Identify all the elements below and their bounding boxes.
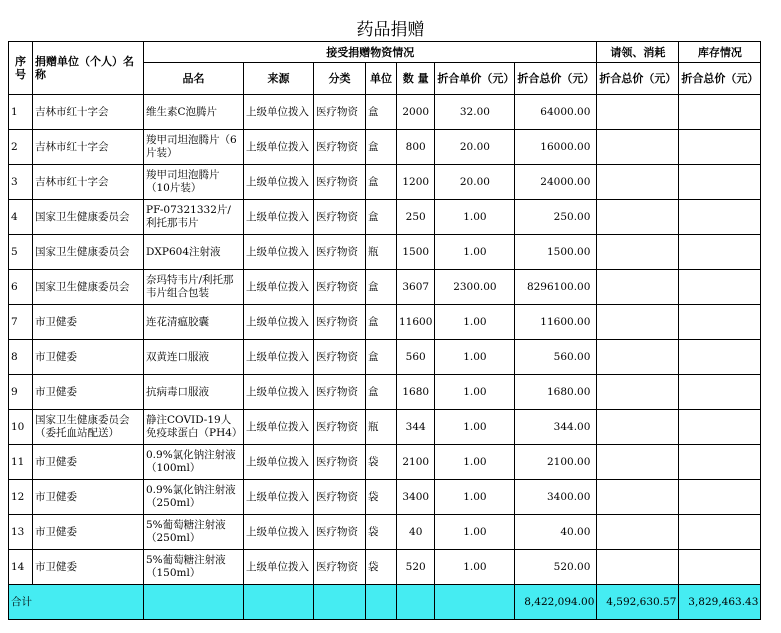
cell-unit: 盒	[366, 165, 397, 200]
cell-stock	[679, 480, 761, 515]
cell-qty: 40	[397, 515, 435, 550]
cell-total: 2100.00	[515, 445, 597, 480]
table-row	[9, 410, 761, 445]
cell-seq: 2	[9, 130, 33, 165]
cell-source: 上级单位拨入	[244, 515, 314, 550]
cell-donor: 市卫健委	[33, 305, 144, 340]
cell-name: 0.9%氯化钠注射液（100ml）	[144, 445, 244, 480]
cell-unit: 盒	[366, 305, 397, 340]
cell-name: PF-07321332片/利托那韦片	[144, 200, 244, 235]
header-unit: 单位	[366, 63, 397, 95]
cell-donor: 吉林市红十字会	[33, 95, 144, 130]
cell-qty: 800	[397, 130, 435, 165]
cell-source: 上级单位拨入	[244, 270, 314, 305]
cell-total: 1680.00	[515, 375, 597, 410]
cell-unit: 盒	[366, 95, 397, 130]
cell-qty: 560	[397, 340, 435, 375]
cell-total: 16000.00	[515, 130, 597, 165]
total-sum: 8,422,094.00	[515, 585, 597, 620]
total-empty-cell	[366, 585, 397, 620]
table-row	[9, 165, 761, 200]
table-row	[9, 445, 761, 480]
cell-total: 3400.00	[515, 480, 597, 515]
cell-unit: 盒	[366, 375, 397, 410]
cell-category: 医疗物资	[314, 95, 366, 130]
table-row	[9, 550, 761, 585]
cell-qty: 1200	[397, 165, 435, 200]
table-row	[9, 480, 761, 515]
cell-qty: 2000	[397, 95, 435, 130]
cell-category: 医疗物资	[314, 410, 366, 445]
cell-total: 8296100.00	[515, 270, 597, 305]
cell-seq: 9	[9, 375, 33, 410]
cell-donor: 市卫健委	[33, 340, 144, 375]
total-empty-cell	[244, 585, 314, 620]
cell-unit: 盒	[366, 130, 397, 165]
cell-category: 医疗物资	[314, 515, 366, 550]
cell-price: 1.00	[435, 375, 515, 410]
cell-category: 医疗物资	[314, 445, 366, 480]
total-empty-cell	[435, 585, 515, 620]
cell-price: 20.00	[435, 130, 515, 165]
cell-name: DXP604注射液	[144, 235, 244, 270]
cell-total: 1500.00	[515, 235, 597, 270]
cell-price: 32.00	[435, 95, 515, 130]
cell-name: 5%葡萄糖注射液（150ml）	[144, 550, 244, 585]
cell-qty: 11600	[397, 305, 435, 340]
cell-source: 上级单位拨入	[244, 165, 314, 200]
cell-source: 上级单位拨入	[244, 480, 314, 515]
page-title: 药品捐赠	[356, 20, 425, 40]
cell-stock	[679, 270, 761, 305]
cell-name: 静注COVID-19人免疫球蛋白（PH4）	[144, 410, 244, 445]
table-row	[9, 515, 761, 550]
total-empty-cell	[144, 585, 244, 620]
cell-qty: 3400	[397, 480, 435, 515]
cell-seq: 5	[9, 235, 33, 270]
cell-donor: 市卫健委	[33, 375, 144, 410]
cell-name: 连花清瘟胶囊	[144, 305, 244, 340]
cell-unit: 盒	[366, 270, 397, 305]
cell-donor: 吉林市红十字会	[33, 165, 144, 200]
total-label: 合计	[9, 585, 144, 620]
cell-category: 医疗物资	[314, 235, 366, 270]
cell-stock	[679, 515, 761, 550]
table-row	[9, 375, 761, 410]
cell-consumed	[597, 235, 679, 270]
cell-donor: 市卫健委	[33, 515, 144, 550]
cell-unit: 袋	[366, 445, 397, 480]
cell-total: 40.00	[515, 515, 597, 550]
cell-consumed	[597, 445, 679, 480]
header-category: 分类	[314, 63, 366, 95]
cell-seq: 3	[9, 165, 33, 200]
cell-stock	[679, 95, 761, 130]
cell-name: 5%葡萄糖注射液（250ml）	[144, 515, 244, 550]
cell-source: 上级单位拨入	[244, 375, 314, 410]
cell-name: 羧甲司坦泡腾片（6片装）	[144, 130, 244, 165]
header-received-group: 接受捐赠物资情况	[144, 42, 597, 63]
cell-donor: 国家卫生健康委员会	[33, 270, 144, 305]
cell-total: 344.00	[515, 410, 597, 445]
donation-table	[8, 41, 761, 620]
cell-name: 羧甲司坦泡腾片（10片装）	[144, 165, 244, 200]
table-row	[9, 130, 761, 165]
header-total-price: 折合总价（元）	[515, 63, 597, 95]
cell-consumed	[597, 515, 679, 550]
header-unit-price: 折合单价（元）	[435, 63, 515, 95]
cell-unit: 袋	[366, 515, 397, 550]
cell-source: 上级单位拨入	[244, 235, 314, 270]
cell-name: 双黄连口服液	[144, 340, 244, 375]
cell-price: 1.00	[435, 550, 515, 585]
header-seq: 序号	[9, 42, 33, 95]
cell-qty: 1500	[397, 235, 435, 270]
cell-stock	[679, 410, 761, 445]
cell-price: 1.00	[435, 515, 515, 550]
cell-consumed	[597, 270, 679, 305]
cell-consumed	[597, 95, 679, 130]
cell-category: 医疗物资	[314, 480, 366, 515]
cell-donor: 市卫健委	[33, 550, 144, 585]
cell-category: 医疗物资	[314, 130, 366, 165]
cell-source: 上级单位拨入	[244, 550, 314, 585]
cell-price: 1.00	[435, 235, 515, 270]
cell-source: 上级单位拨入	[244, 95, 314, 130]
cell-category: 医疗物资	[314, 200, 366, 235]
cell-consumed	[597, 550, 679, 585]
cell-category: 医疗物资	[314, 375, 366, 410]
table-row	[9, 200, 761, 235]
cell-donor: 国家卫生健康委员会（委托血站配送）	[33, 410, 144, 445]
cell-seq: 8	[9, 340, 33, 375]
cell-total: 24000.00	[515, 165, 597, 200]
cell-stock	[679, 200, 761, 235]
header-quantity: 数 量	[397, 63, 435, 95]
cell-donor: 国家卫生健康委员会	[33, 200, 144, 235]
cell-stock	[679, 550, 761, 585]
cell-unit: 瓶	[366, 235, 397, 270]
cell-consumed	[597, 480, 679, 515]
table-row	[9, 235, 761, 270]
cell-stock	[679, 340, 761, 375]
cell-seq: 14	[9, 550, 33, 585]
header-stock-total: 折合总价（元）	[679, 63, 761, 95]
cell-qty: 1680	[397, 375, 435, 410]
total-empty-cell	[397, 585, 435, 620]
cell-total: 520.00	[515, 550, 597, 585]
cell-category: 医疗物资	[314, 550, 366, 585]
cell-name: 抗病毒口服液	[144, 375, 244, 410]
cell-price: 1.00	[435, 200, 515, 235]
cell-qty: 344	[397, 410, 435, 445]
cell-unit: 盒	[366, 200, 397, 235]
cell-name: 维生素C泡腾片	[144, 95, 244, 130]
cell-consumed	[597, 200, 679, 235]
cell-stock	[679, 305, 761, 340]
cell-qty: 520	[397, 550, 435, 585]
cell-stock	[679, 445, 761, 480]
cell-seq: 7	[9, 305, 33, 340]
cell-seq: 1	[9, 95, 33, 130]
total-stock: 3,829,463.43	[679, 585, 761, 620]
cell-price: 1.00	[435, 445, 515, 480]
cell-unit: 盒	[366, 340, 397, 375]
cell-price: 1.00	[435, 480, 515, 515]
cell-stock	[679, 235, 761, 270]
cell-consumed	[597, 305, 679, 340]
header-name: 品名	[144, 63, 244, 95]
cell-donor: 市卫健委	[33, 480, 144, 515]
cell-total: 560.00	[515, 340, 597, 375]
total-empty-cell	[314, 585, 366, 620]
cell-stock	[679, 375, 761, 410]
cell-consumed	[597, 340, 679, 375]
cell-category: 医疗物资	[314, 305, 366, 340]
cell-price: 1.00	[435, 305, 515, 340]
cell-seq: 12	[9, 480, 33, 515]
cell-unit: 袋	[366, 550, 397, 585]
cell-seq: 13	[9, 515, 33, 550]
cell-stock	[679, 165, 761, 200]
cell-source: 上级单位拨入	[244, 340, 314, 375]
cell-donor: 市卫健委	[33, 445, 144, 480]
cell-price: 20.00	[435, 165, 515, 200]
cell-qty: 3607	[397, 270, 435, 305]
header-donor: 捐赠单位（个人）名称	[33, 42, 144, 95]
cell-stock	[679, 130, 761, 165]
cell-source: 上级单位拨入	[244, 200, 314, 235]
cell-name: 0.9%氯化钠注射液（250ml）	[144, 480, 244, 515]
cell-price: 1.00	[435, 410, 515, 445]
cell-seq: 4	[9, 200, 33, 235]
header-stock-group: 库存情况	[679, 42, 761, 63]
cell-total: 64000.00	[515, 95, 597, 130]
cell-qty: 2100	[397, 445, 435, 480]
table-row	[9, 305, 761, 340]
total-row	[9, 585, 761, 620]
total-consumed: 4,592,630.57	[597, 585, 679, 620]
cell-source: 上级单位拨入	[244, 305, 314, 340]
cell-total: 11600.00	[515, 305, 597, 340]
cell-donor: 吉林市红十字会	[33, 130, 144, 165]
table-row	[9, 270, 761, 305]
cell-name: 奈玛特韦片/利托那韦片组合包装	[144, 270, 244, 305]
cell-consumed	[597, 165, 679, 200]
cell-category: 医疗物资	[314, 270, 366, 305]
cell-consumed	[597, 375, 679, 410]
cell-total: 250.00	[515, 200, 597, 235]
cell-unit: 瓶	[366, 410, 397, 445]
header-source: 来源	[244, 63, 314, 95]
cell-price: 1.00	[435, 340, 515, 375]
table-row	[9, 340, 761, 375]
cell-qty: 250	[397, 200, 435, 235]
header-consumed-group: 请领、消耗	[597, 42, 679, 63]
cell-unit: 袋	[366, 480, 397, 515]
cell-category: 医疗物资	[314, 340, 366, 375]
cell-source: 上级单位拨入	[244, 130, 314, 165]
cell-price: 2300.00	[435, 270, 515, 305]
cell-consumed	[597, 130, 679, 165]
cell-source: 上级单位拨入	[244, 410, 314, 445]
cell-consumed	[597, 410, 679, 445]
cell-seq: 6	[9, 270, 33, 305]
cell-seq: 11	[9, 445, 33, 480]
cell-donor: 国家卫生健康委员会	[33, 235, 144, 270]
cell-category: 医疗物资	[314, 165, 366, 200]
cell-source: 上级单位拨入	[244, 445, 314, 480]
cell-seq: 10	[9, 410, 33, 445]
table-row	[9, 95, 761, 130]
header-consumed-total: 折合总价（元）	[597, 63, 679, 95]
